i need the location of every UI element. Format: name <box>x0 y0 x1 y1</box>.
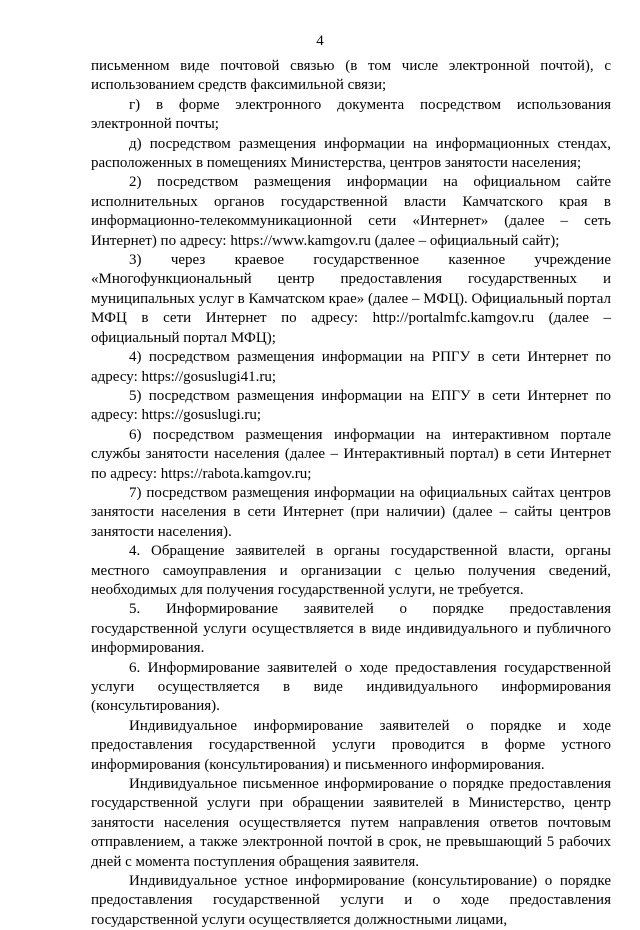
document-body <box>91 57 611 930</box>
paragraph-item-2: 2) посредством размещения информации на официальном сайте исполнительных органов государственной власти Камчатского края в информационно-телекоммуникационной сети «Интернет» (далее – сеть Интернет) по адресу: https://www.kamgov.ru (далее – официальный сайт); <box>91 174 611 249</box>
paragraph-individual-informing: Индивидуальное информирование заявителей о порядке и ходе предоставления государственной услуги проводится в форме устного информирования (консультирования) и письменного информирования. <box>91 717 611 773</box>
page-number: 4 <box>316 33 324 49</box>
paragraph-oral-informing: Индивидуальное устное информирование (консультирование) о порядке предоставления государственной услуги и о ходе предоставления государственной услуги осуществляется должностными лицами, <box>91 873 611 928</box>
paragraph-section-6: 6. Информирование заявителей о ходе предоставления государственной услуги осуществляется в виде индивидуального информирования (консультирования). <box>91 659 611 715</box>
paragraph-item-6: 6) посредством размещения информации на интерактивном портале службы занятости населения (далее – Интерактивный портал) в сети Интернет по адресу: https://rabota.kamgov.ru; <box>91 426 611 482</box>
paragraph-item-d: д) посредством размещения информации на информационных стендах, расположенных в помещениях Министерства, центров занятости населения; <box>91 135 611 172</box>
paragraph-section-4: 4. Обращение заявителей в органы государственной власти, органы местного самоуправления и организации с целью получения сведений, необходимых для получения государственной услуги, не требуется. <box>91 543 611 598</box>
paragraph-item-7: 7) посредством размещения информации на официальных сайтах центров занятости населения в сети Интернет (при наличии) (далее – сайты центров занятости населения). <box>91 484 611 540</box>
paragraph-item-5: 5) посредством размещения информации на ЕПГУ в сети Интернет по адресу: https://gosuslugi.ru; <box>91 387 611 424</box>
paragraph-continuation: письменном виде почтовой связью (в том числе электронной почтой), с использованием средств факсимильной связи; <box>91 58 611 94</box>
paragraph-item-3: 3) через краевое государственное казенное учреждение «Многофункциональный центр предоставления государственных и муниципальных услуг в Камчатском крае» (далее – МФЦ). Официальный портал МФЦ в сети Интернет по адресу: http://portalmfc.kamgov.ru (далее – официальный портал МФЦ); <box>91 252 611 346</box>
paragraph-item-4: 4) посредством размещения информации на РПГУ в сети Интернет по адресу: https://gosuslugi41.ru; <box>91 349 611 385</box>
paragraph-item-g: г) в форме электронного документа посредством использования электронной почты; <box>91 96 611 133</box>
paragraph-written-informing: Индивидуальное письменное информирование о порядке предоставления государственной услуги при обращении заявителей в Министерство, центр занятости населения осуществляется путем направления ответов почтовым отправлением, а также электронной почтой в срок, не превышающий 5 рабочих дней с момента поступления обращения заявителя. <box>91 776 611 870</box>
paragraph-section-5: 5. Информирование заявителей о порядке предоставления государственной услуги осуществляется в виде индивидуального и публичного информирования. <box>91 601 611 657</box>
